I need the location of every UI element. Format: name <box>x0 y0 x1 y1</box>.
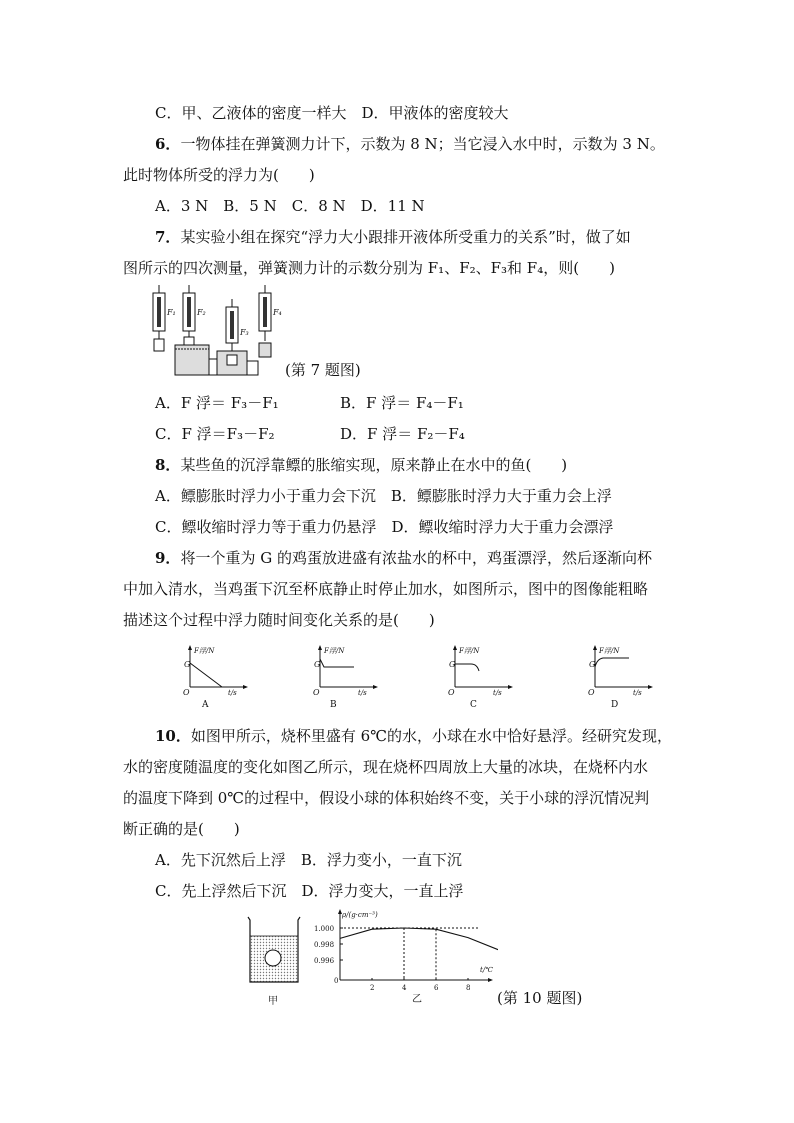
q9-line1 <box>155 548 652 568</box>
q7-line1 <box>155 227 631 247</box>
q9-graph-d <box>585 643 660 711</box>
graph-d-option-label: D <box>611 700 619 710</box>
q7-option-d: D．F 浮＝ F₂－F₄ <box>340 425 465 443</box>
q10-caption: (第 10 题图) <box>497 989 583 1007</box>
q6-options: A．3 N B．5 N C．8 N D．11 N <box>155 197 425 215</box>
q8-line3: C．鳔收缩时浮力等于重力仍悬浮 D．鳔收缩时浮力大于重力会漂浮 <box>155 518 614 536</box>
chart-ylabel: ρ/(g·cm⁻³) <box>342 911 378 919</box>
q7-figure <box>143 285 283 380</box>
q7-option-b: B．F 浮＝ F₄－F₁ <box>340 394 464 412</box>
ball <box>265 950 281 966</box>
graph-a-origin: O <box>183 688 190 697</box>
q10-line3: 的温度下降到 0℃的过程中，假设小球的体积始终不变，关于小球的浮沉情况判 <box>123 789 650 807</box>
spring-scale-1 <box>153 285 176 351</box>
q10-beaker-figure <box>244 914 306 1010</box>
y-tick-label: 0.996 <box>314 957 335 965</box>
q9-graph-c <box>445 643 520 711</box>
graph-a-ylabel: F浮/N <box>194 647 215 655</box>
density-chart <box>308 906 498 1010</box>
q6-number: 6． <box>155 135 181 153</box>
spring-scale-2 <box>175 285 221 375</box>
label-jia: 甲 <box>268 996 278 1007</box>
label-f3: F₃ <box>240 328 249 337</box>
graph-b-g: G <box>314 660 321 669</box>
q6-line1 <box>155 134 665 154</box>
x-tick-label: 8 <box>466 984 471 992</box>
q10-text1: 如图甲所示，烧杯里盛有 6℃的水，小球在水中恰好悬浮。经研究发现， <box>190 727 672 745</box>
q10-number: 10． <box>155 727 191 745</box>
q10-line1 <box>155 726 672 746</box>
graph-d-g: G <box>589 660 596 669</box>
density-curve <box>340 928 498 950</box>
q6-line2: 此时物体所受的浮力为( ) <box>123 166 315 184</box>
spring-scale-4 <box>259 285 282 357</box>
y-tick-label: 1.000 <box>314 925 335 933</box>
q5-options-cd: C．甲、乙液体的密度一样大 D．甲液体的密度较大 <box>155 104 509 122</box>
y-tick-label: 0.998 <box>314 941 335 949</box>
graph-c-option-label: C <box>470 700 477 710</box>
x-tick-label: 2 <box>370 984 375 992</box>
q6-text1: 一物体挂在弹簧测力计下，示数为 8 N；当它浸入水中时，示数为 3 N。 <box>180 135 665 153</box>
q10-line2: 水的密度随温度的变化如图乙所示，现在烧杯四周放上大量的冰块，在烧杯内水 <box>123 758 649 776</box>
q9-graph-a <box>180 643 255 711</box>
graph-c-xlabel: t/s <box>493 689 502 697</box>
q9-text1: 将一个重为 G 的鸡蛋放进盛有浓盐水的杯中，鸡蛋漂浮，然后逐渐向杯 <box>180 549 652 567</box>
label-f2: F₂ <box>197 308 206 317</box>
q7-caption: (第 7 题图) <box>285 361 361 379</box>
graph-c-origin: O <box>448 688 455 697</box>
graph-c-ylabel: F浮/N <box>459 647 480 655</box>
graph-d-xlabel: t/s <box>633 689 642 697</box>
x-tick-label: 4 <box>402 984 407 992</box>
q10-line4: 断正确的是( ) <box>123 820 240 838</box>
graph-b-ylabel: F浮/N <box>324 647 345 655</box>
label-f1: F₁ <box>167 308 176 317</box>
graph-b-xlabel: t/s <box>358 689 367 697</box>
q8-line1 <box>155 455 567 475</box>
q10-options-ab: A．先下沉然后上浮 B．浮力变小，一直下沉 <box>155 851 462 869</box>
q7-line2: 图所示的四次测量，弹簧测力计的示数分别为 F₁、F₂、F₃和 F₄，则( ) <box>123 259 615 277</box>
q8-line2: A．鳔膨胀时浮力小于重力会下沉 B．鳔膨胀时浮力大于重力会上浮 <box>155 487 612 505</box>
label-f4: F₄ <box>273 308 282 317</box>
q7-option-a: A．F 浮＝ F₃－F₁ <box>155 394 279 412</box>
graph-d-origin: O <box>588 688 595 697</box>
x-tick-label: 6 <box>434 984 439 992</box>
spring-scale-3 <box>217 299 258 375</box>
q8-text1: 某些鱼的沉浮靠鳔的胀缩实现，原来静止在水中的鱼( ) <box>180 456 568 474</box>
graph-b-origin: O <box>313 688 320 697</box>
q9-line3: 描述这个过程中浮力随时间变化关系的是( ) <box>123 611 435 629</box>
graph-b-option-label: B <box>330 700 337 710</box>
label-yi: 乙 <box>412 994 422 1005</box>
graph-c-g: G <box>449 660 456 669</box>
q9-number: 9． <box>155 549 181 567</box>
graph-a-xlabel: t/s <box>228 689 237 697</box>
q7-option-c: C．F 浮＝F₃－F₂ <box>155 425 275 443</box>
q10-options-cd: C．先上浮然后下沉 D．浮力变大，一直上浮 <box>155 882 464 900</box>
q8-number: 8． <box>155 456 181 474</box>
q7-number: 7． <box>155 228 181 246</box>
graph-a-g: G <box>184 660 191 669</box>
graph-a-option-label: A <box>202 700 209 710</box>
q9-line2: 中加入清水，当鸡蛋下沉至杯底静止时停止加水，如图所示，图中的图像能粗略 <box>123 580 649 598</box>
chart-xlabel: t/℃ <box>480 966 494 974</box>
q9-graph-b <box>310 643 385 711</box>
x-tick-label: 0 <box>334 977 339 985</box>
q7-text1: 某实验小组在探究“浮力大小跟排开液体所受重力的关系”时，做了如 <box>180 228 631 246</box>
graph-d-ylabel: F浮/N <box>599 647 620 655</box>
